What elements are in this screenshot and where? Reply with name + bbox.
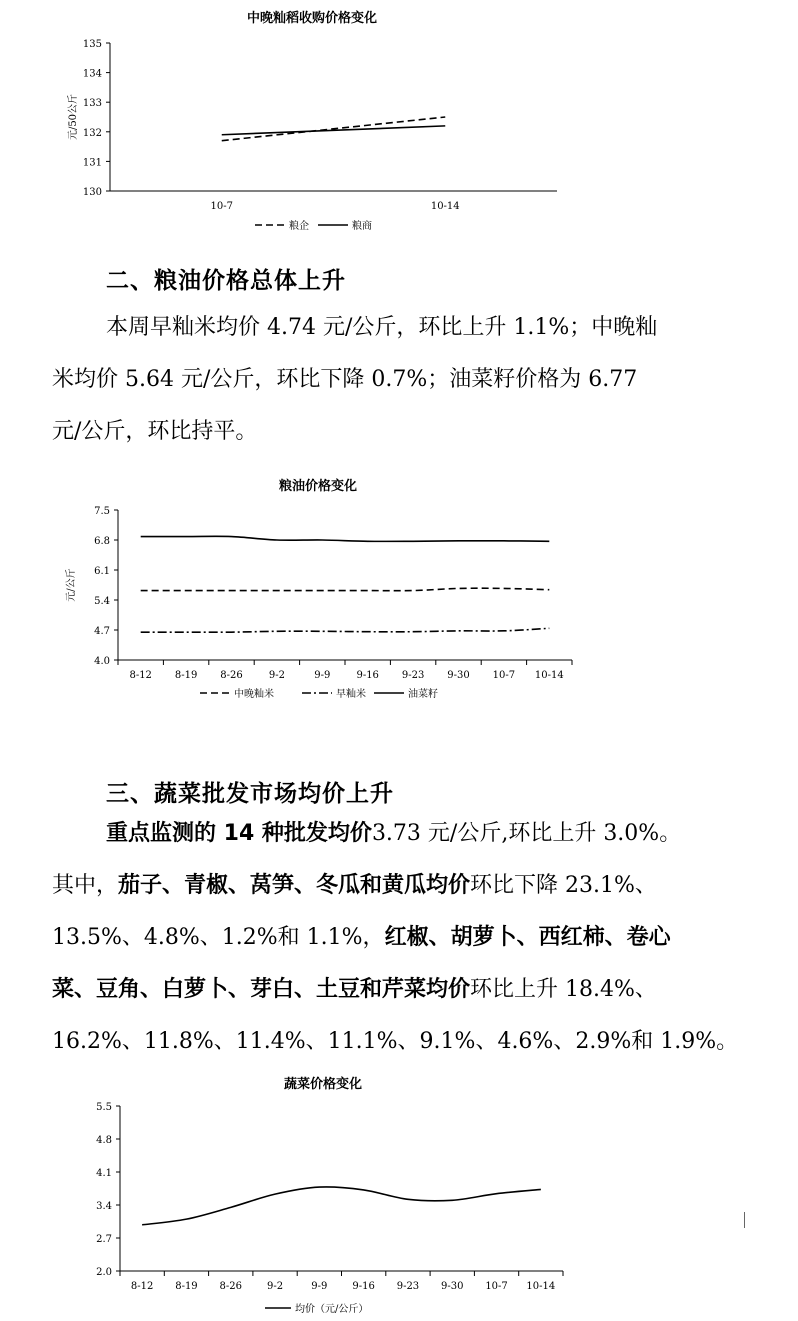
x-tick-label: 9-2 [268, 670, 285, 681]
x-tick-label: 9-30 [441, 1281, 464, 1292]
y-axis-label: 元/50公斤 [68, 93, 79, 141]
x-tick-label: 10-14 [534, 670, 564, 681]
y-tick-label: 4.8 [96, 1135, 112, 1146]
series-line-0 [142, 1187, 541, 1225]
x-tick-label: 10-14 [526, 1281, 556, 1292]
grain-oil-price-chart-svg [0, 466, 798, 716]
y-tick-label: 4.0 [94, 656, 110, 667]
grain-oil-paragraph [52, 302, 772, 458]
series-line-1 [141, 628, 550, 632]
vegetable-price-chart [0, 1066, 798, 1321]
chart-title: 中晚籼稻收购价格变化 [246, 11, 378, 26]
x-tick-label: 8-19 [174, 670, 198, 681]
legend-label: 粮商 [352, 221, 372, 232]
paragraph-line: 其中，茄子、青椒、莴笋、冬瓜和黄瓜均价环比下降 23.1%、 [52, 873, 657, 898]
paragraph-line: 米均价 5.64 元/公斤，环比下降 0.7%；油菜籽价格为 6.77 [52, 367, 638, 392]
series-line-2 [141, 536, 550, 541]
y-tick-label: 131 [82, 157, 102, 169]
legend-label: 油菜籽 [408, 689, 438, 700]
paragraph-line: 菜、豆角、白萝卜、芽白、土豆和芹菜均价环比上升 18.4%、 [52, 977, 657, 1002]
y-axis-label: 元/公斤 [66, 568, 77, 602]
x-tick-label: 10-14 [430, 201, 460, 212]
x-tick-label: 9-9 [314, 670, 331, 681]
y-tick-label: 2.0 [96, 1267, 112, 1278]
x-tick-label: 8-26 [220, 670, 243, 681]
section-heading-vegetables: 三、蔬菜批发市场均价上升 [106, 781, 394, 807]
chart-title: 蔬菜价格变化 [283, 1077, 363, 1092]
legend-label: 均价（元/公斤） [295, 1304, 369, 1315]
grain-oil-price-chart [0, 466, 798, 716]
x-tick-label: 9-9 [311, 1281, 328, 1292]
paragraph-line: 本周早籼米均价 4.74 元/公斤，环比上升 1.1%；中晚籼 [106, 315, 658, 340]
y-tick-label: 130 [82, 187, 102, 198]
y-tick-label: 6.8 [94, 536, 110, 547]
x-tick-label: 9-30 [447, 670, 470, 681]
paragraph-line: 元/公斤，环比持平。 [52, 419, 258, 444]
series-line-1 [222, 126, 446, 135]
vegetable-price-chart-svg [0, 1066, 798, 1321]
y-tick-label: 7.5 [94, 506, 110, 517]
y-tick-label: 2.7 [96, 1234, 112, 1245]
series-line-0 [141, 588, 550, 591]
section-heading-grain-oil: 二、粮油价格总体上升 [106, 268, 346, 294]
y-tick-label: 6.1 [94, 566, 110, 577]
x-tick-label: 9-23 [401, 670, 425, 681]
x-tick-label: 10-7 [485, 1281, 508, 1292]
x-tick-label: 9-2 [266, 1281, 284, 1292]
legend-label: 粮企 [289, 221, 309, 232]
x-tick-label: 8-12 [130, 1281, 154, 1292]
rice-purchase-chart-svg [0, 0, 798, 240]
y-tick-label: 5.4 [94, 596, 110, 607]
x-tick-label: 9-23 [396, 1281, 420, 1292]
legend-label: 早籼米 [336, 689, 366, 700]
x-tick-label: 8-26 [219, 1281, 242, 1292]
y-tick-label: 135 [82, 39, 102, 50]
y-tick-label: 4.1 [96, 1168, 112, 1179]
x-tick-label: 9-16 [352, 1281, 375, 1292]
paragraph-line: 13.5%、4.8%、1.2%和 1.1%，红椒、胡萝卜、西红柿、卷心 [52, 925, 671, 950]
x-tick-label: 10-7 [210, 201, 233, 212]
rice-purchase-chart [0, 0, 798, 240]
legend-label: 中晚籼米 [234, 689, 274, 700]
y-tick-label: 4.7 [94, 626, 110, 637]
y-tick-label: 5.5 [96, 1102, 112, 1113]
x-tick-label: 9-16 [356, 670, 379, 681]
paragraph-line: 重点监测的 14 种批发均价3.73 元/公斤,环比上升 3.0%。 [106, 821, 682, 846]
series-line-0 [222, 117, 446, 141]
page-edge-mark [744, 1212, 745, 1228]
vegetable-paragraph [52, 808, 792, 1068]
paragraph-line: 16.2%、11.8%、11.4%、11.1%、9.1%、4.6%、2.9%和 1.9%。 [52, 1029, 739, 1054]
x-tick-label: 8-19 [175, 1281, 198, 1292]
chart-title: 粮油价格变化 [278, 479, 358, 494]
y-tick-label: 132 [82, 127, 102, 139]
x-tick-label: 10-7 [492, 670, 516, 681]
y-tick-label: 134 [82, 68, 102, 80]
x-tick-label: 8-12 [129, 670, 152, 681]
y-tick-label: 133 [82, 98, 102, 110]
y-tick-label: 3.4 [96, 1201, 112, 1212]
